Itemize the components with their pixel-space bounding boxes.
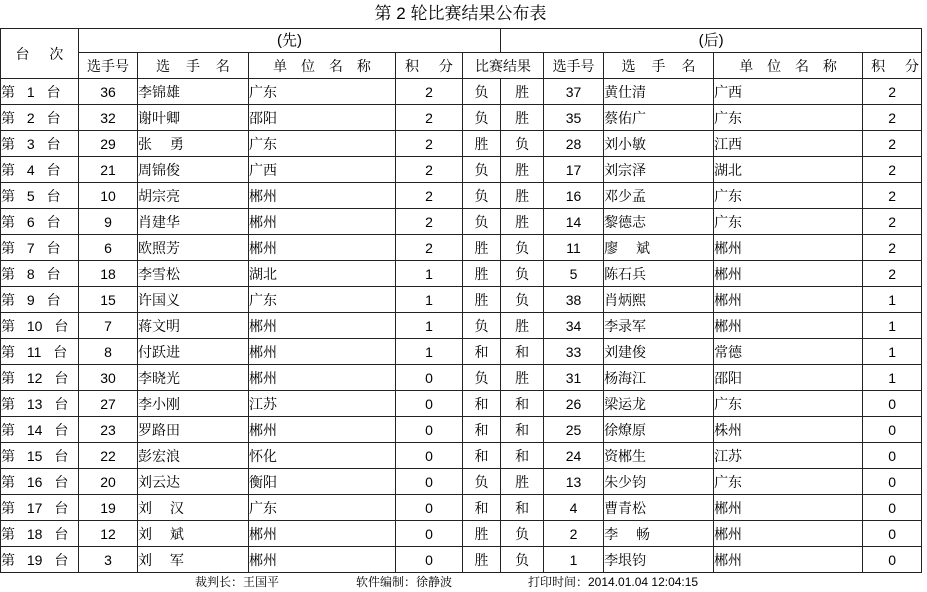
first-player-name: 欧照芳 <box>138 235 249 261</box>
first-player-unit: 郴州 <box>249 417 396 443</box>
second-player-number: 16 <box>544 183 604 209</box>
board-cell: 第 19 台 <box>1 547 79 573</box>
first-player-number: 27 <box>79 391 138 417</box>
header-row-columns <box>1 53 922 79</box>
second-player-number: 28 <box>544 131 604 157</box>
second-player-score: 0 <box>863 495 922 521</box>
first-player-number: 20 <box>79 469 138 495</box>
first-player-result: 胜 <box>463 521 501 547</box>
second-player-unit: 郴州 <box>714 287 863 313</box>
second-player-unit: 郴州 <box>714 313 863 339</box>
second-player-name: 刘小敏 <box>604 131 714 157</box>
board-cell: 第 2 台 <box>1 105 79 131</box>
second-player-score: 2 <box>863 79 922 105</box>
table-row <box>1 469 922 495</box>
first-player-name: 刘 军 <box>138 547 249 573</box>
first-player-name: 罗路田 <box>138 417 249 443</box>
second-player-result: 胜 <box>501 209 544 235</box>
board-cell: 第 14 台 <box>1 417 79 443</box>
first-player-score: 1 <box>396 287 463 313</box>
second-player-unit: 广西 <box>714 79 863 105</box>
table-row <box>1 339 922 365</box>
first-number-header: 选手号 <box>79 53 138 79</box>
first-player-name: 李小刚 <box>138 391 249 417</box>
first-player-unit: 郴州 <box>249 547 396 573</box>
board-header: 台 次 <box>1 29 79 79</box>
first-player-name: 周锦俊 <box>138 157 249 183</box>
first-player-unit: 湖北 <box>249 261 396 287</box>
second-player-result: 和 <box>501 495 544 521</box>
second-player-number: 11 <box>544 235 604 261</box>
first-player-name: 许国义 <box>138 287 249 313</box>
second-player-unit: 常德 <box>714 339 863 365</box>
header-row-sides <box>1 29 922 53</box>
first-player-score: 0 <box>396 443 463 469</box>
first-player-unit: 广东 <box>249 495 396 521</box>
table-row <box>1 131 922 157</box>
first-player-name: 谢叶卿 <box>138 105 249 131</box>
second-player-unit: 郴州 <box>714 521 863 547</box>
table-row <box>1 287 922 313</box>
first-score-header: 积 分 <box>396 53 463 79</box>
table-row <box>1 521 922 547</box>
second-player-unit: 邵阳 <box>714 365 863 391</box>
first-player-score: 2 <box>396 79 463 105</box>
first-player-unit: 郴州 <box>249 313 396 339</box>
referee-label: 裁判长：王国平 <box>195 575 280 589</box>
second-player-result: 胜 <box>501 183 544 209</box>
second-player-name: 廖 斌 <box>604 235 714 261</box>
first-player-result: 负 <box>463 365 501 391</box>
second-player-unit: 广东 <box>714 469 863 495</box>
second-player-number: 33 <box>544 339 604 365</box>
first-player-unit: 邵阳 <box>249 105 396 131</box>
second-player-score: 0 <box>863 417 922 443</box>
second-player-result: 负 <box>501 261 544 287</box>
second-player-name: 梁运龙 <box>604 391 714 417</box>
second-player-name: 徐燎原 <box>604 417 714 443</box>
first-player-unit: 广东 <box>249 131 396 157</box>
first-player-unit: 郴州 <box>249 183 396 209</box>
software-credit: 软件编制：徐静波 <box>356 575 453 589</box>
second-player-unit: 郴州 <box>714 547 863 573</box>
second-player-score: 2 <box>863 131 922 157</box>
second-player-name: 曹青松 <box>604 495 714 521</box>
second-player-result: 负 <box>501 287 544 313</box>
first-player-result: 胜 <box>463 131 501 157</box>
second-player-score: 0 <box>863 391 922 417</box>
first-player-unit: 郴州 <box>249 209 396 235</box>
first-player-unit: 郴州 <box>249 339 396 365</box>
second-player-result: 胜 <box>501 157 544 183</box>
board-cell: 第 18 台 <box>1 521 79 547</box>
second-player-score: 0 <box>863 469 922 495</box>
second-player-score: 0 <box>863 521 922 547</box>
second-player-score: 1 <box>863 287 922 313</box>
first-player-unit: 广西 <box>249 157 396 183</box>
board-cell: 第 8 台 <box>1 261 79 287</box>
second-player-score: 2 <box>863 209 922 235</box>
second-score-header: 积 分 <box>863 53 922 79</box>
second-player-number: 24 <box>544 443 604 469</box>
table-row <box>1 495 922 521</box>
first-player-result: 负 <box>463 105 501 131</box>
second-player-result: 负 <box>501 547 544 573</box>
second-player-unit: 郴州 <box>714 495 863 521</box>
first-player-unit: 广东 <box>249 79 396 105</box>
first-player-result: 负 <box>463 313 501 339</box>
second-player-number: 35 <box>544 105 604 131</box>
table-row <box>1 417 922 443</box>
second-player-score: 2 <box>863 235 922 261</box>
first-player-score: 0 <box>396 547 463 573</box>
second-player-score: 1 <box>863 339 922 365</box>
second-player-name: 蔡佑广 <box>604 105 714 131</box>
first-player-result: 负 <box>463 79 501 105</box>
second-player-number: 2 <box>544 521 604 547</box>
first-player-number: 22 <box>79 443 138 469</box>
first-player-number: 19 <box>79 495 138 521</box>
second-player-number: 31 <box>544 365 604 391</box>
second-player-name: 李垠钧 <box>604 547 714 573</box>
second-player-name: 刘建俊 <box>604 339 714 365</box>
second-player-result: 负 <box>501 235 544 261</box>
first-player-result: 胜 <box>463 547 501 573</box>
first-player-result: 和 <box>463 495 501 521</box>
first-player-name: 刘 汉 <box>138 495 249 521</box>
second-player-score: 2 <box>863 183 922 209</box>
second-player-result: 胜 <box>501 313 544 339</box>
second-player-name: 李录军 <box>604 313 714 339</box>
second-player-number: 26 <box>544 391 604 417</box>
second-player-result: 和 <box>501 391 544 417</box>
first-player-score: 0 <box>396 391 463 417</box>
page-title: 第 2 轮比赛结果公布表 <box>374 4 547 23</box>
second-player-number: 25 <box>544 417 604 443</box>
second-player-result: 和 <box>501 339 544 365</box>
board-cell: 第 1 台 <box>1 79 79 105</box>
table-row <box>1 313 922 339</box>
board-cell: 第 10 台 <box>1 313 79 339</box>
first-player-number: 36 <box>79 79 138 105</box>
second-unit-header: 单 位 名 称 <box>714 53 863 79</box>
first-player-name: 付跃进 <box>138 339 249 365</box>
second-player-unit: 江苏 <box>714 443 863 469</box>
board-cell: 第 6 台 <box>1 209 79 235</box>
first-player-name: 张 勇 <box>138 131 249 157</box>
board-cell: 第 15 台 <box>1 443 79 469</box>
second-player-result: 和 <box>501 417 544 443</box>
first-player-result: 负 <box>463 209 501 235</box>
board-cell: 第 4 台 <box>1 157 79 183</box>
second-player-unit: 广东 <box>714 183 863 209</box>
second-player-name: 杨海江 <box>604 365 714 391</box>
first-player-score: 1 <box>396 313 463 339</box>
first-player-number: 8 <box>79 339 138 365</box>
table-row <box>1 547 922 573</box>
first-player-number: 32 <box>79 105 138 131</box>
first-side-header: (先) <box>79 29 501 53</box>
board-cell: 第 13 台 <box>1 391 79 417</box>
second-player-number: 5 <box>544 261 604 287</box>
first-player-unit: 衡阳 <box>249 469 396 495</box>
second-player-score: 1 <box>863 313 922 339</box>
table-body <box>1 79 922 573</box>
second-player-number: 34 <box>544 313 604 339</box>
second-player-result: 胜 <box>501 365 544 391</box>
second-player-number: 1 <box>544 547 604 573</box>
table-row <box>1 261 922 287</box>
first-player-number: 21 <box>79 157 138 183</box>
board-cell: 第 3 台 <box>1 131 79 157</box>
first-player-score: 2 <box>396 157 463 183</box>
second-player-number: 4 <box>544 495 604 521</box>
first-player-number: 30 <box>79 365 138 391</box>
second-player-name: 资郴生 <box>604 443 714 469</box>
board-cell: 第 7 台 <box>1 235 79 261</box>
second-player-name: 李 畅 <box>604 521 714 547</box>
first-player-number: 18 <box>79 261 138 287</box>
second-player-result: 和 <box>501 443 544 469</box>
first-player-score: 1 <box>396 339 463 365</box>
first-unit-header: 单 位 名 称 <box>249 53 396 79</box>
results-table <box>0 28 927 573</box>
footer <box>0 572 921 592</box>
first-player-unit: 怀化 <box>249 443 396 469</box>
first-player-result: 负 <box>463 469 501 495</box>
first-player-number: 9 <box>79 209 138 235</box>
first-player-score: 0 <box>396 495 463 521</box>
first-player-score: 0 <box>396 365 463 391</box>
first-player-result: 胜 <box>463 261 501 287</box>
second-player-unit: 广东 <box>714 209 863 235</box>
first-player-name: 刘云达 <box>138 469 249 495</box>
board-cell: 第 17 台 <box>1 495 79 521</box>
first-player-result: 和 <box>463 443 501 469</box>
second-player-name: 朱少钧 <box>604 469 714 495</box>
second-player-score: 0 <box>863 547 922 573</box>
second-player-score: 2 <box>863 105 922 131</box>
table-row <box>1 183 922 209</box>
first-player-result: 负 <box>463 183 501 209</box>
first-player-unit: 江苏 <box>249 391 396 417</box>
second-player-name: 陈石兵 <box>604 261 714 287</box>
first-player-name: 肖建华 <box>138 209 249 235</box>
first-player-number: 10 <box>79 183 138 209</box>
first-player-result: 和 <box>463 339 501 365</box>
second-player-result: 胜 <box>501 469 544 495</box>
first-player-name: 李晓光 <box>138 365 249 391</box>
second-player-unit: 广东 <box>714 391 863 417</box>
first-player-unit: 郴州 <box>249 235 396 261</box>
table-row <box>1 79 922 105</box>
second-player-result: 负 <box>501 521 544 547</box>
second-player-name: 邓少孟 <box>604 183 714 209</box>
first-player-unit: 郴州 <box>249 521 396 547</box>
first-player-name: 蒋文明 <box>138 313 249 339</box>
second-player-unit: 湖北 <box>714 157 863 183</box>
table-row <box>1 209 922 235</box>
second-player-score: 1 <box>863 365 922 391</box>
second-player-score: 2 <box>863 157 922 183</box>
second-player-number: 13 <box>544 469 604 495</box>
second-player-score: 2 <box>863 261 922 287</box>
second-player-score: 0 <box>863 443 922 469</box>
first-player-score: 2 <box>396 209 463 235</box>
first-player-score: 0 <box>396 469 463 495</box>
second-player-name: 肖炳熙 <box>604 287 714 313</box>
second-player-name: 黄仕清 <box>604 79 714 105</box>
first-player-result: 胜 <box>463 235 501 261</box>
first-player-score: 0 <box>396 521 463 547</box>
table-header <box>1 29 927 79</box>
first-player-unit: 郴州 <box>249 365 396 391</box>
second-side-header: (后) <box>501 29 922 53</box>
second-player-unit: 郴州 <box>714 235 863 261</box>
first-player-score: 0 <box>396 417 463 443</box>
first-player-score: 2 <box>396 105 463 131</box>
board-cell: 第 12 台 <box>1 365 79 391</box>
second-player-result: 胜 <box>501 79 544 105</box>
table-row <box>1 365 922 391</box>
result-header: 比赛结果 <box>463 53 544 79</box>
first-player-number: 7 <box>79 313 138 339</box>
first-player-unit: 广东 <box>249 287 396 313</box>
first-player-result: 胜 <box>463 287 501 313</box>
table-row <box>1 157 922 183</box>
table-row <box>1 391 922 417</box>
second-name-header: 选 手 名 <box>604 53 714 79</box>
first-player-score: 2 <box>396 235 463 261</box>
second-player-number: 37 <box>544 79 604 105</box>
second-player-number: 17 <box>544 157 604 183</box>
first-player-name: 胡宗亮 <box>138 183 249 209</box>
first-player-name: 李雪松 <box>138 261 249 287</box>
first-player-result: 和 <box>463 391 501 417</box>
first-player-name: 彭宏浪 <box>138 443 249 469</box>
table-row <box>1 443 922 469</box>
first-player-name: 刘 斌 <box>138 521 249 547</box>
first-player-name: 李锦雄 <box>138 79 249 105</box>
first-player-result: 和 <box>463 417 501 443</box>
first-player-number: 3 <box>79 547 138 573</box>
first-player-score: 2 <box>396 131 463 157</box>
first-player-number: 15 <box>79 287 138 313</box>
first-player-number: 29 <box>79 131 138 157</box>
board-cell: 第 11 台 <box>1 339 79 365</box>
second-player-unit: 江西 <box>714 131 863 157</box>
second-player-result: 负 <box>501 131 544 157</box>
table-row <box>1 235 922 261</box>
first-player-number: 23 <box>79 417 138 443</box>
second-player-unit: 株州 <box>714 417 863 443</box>
board-cell: 第 16 台 <box>1 469 79 495</box>
second-player-unit: 广东 <box>714 105 863 131</box>
second-number-header: 选手号 <box>544 53 604 79</box>
print-time: 打印时间：2014.01.04 12:04:15 <box>528 575 699 589</box>
first-name-header: 选 手 名 <box>138 53 249 79</box>
second-player-number: 38 <box>544 287 604 313</box>
second-player-number: 14 <box>544 209 604 235</box>
first-player-number: 12 <box>79 521 138 547</box>
second-player-name: 黎德志 <box>604 209 714 235</box>
first-player-number: 6 <box>79 235 138 261</box>
first-player-result: 负 <box>463 157 501 183</box>
table-row <box>1 105 922 131</box>
first-player-score: 2 <box>396 183 463 209</box>
second-player-name: 刘宗泽 <box>604 157 714 183</box>
board-cell: 第 9 台 <box>1 287 79 313</box>
first-player-score: 1 <box>396 261 463 287</box>
second-player-result: 胜 <box>501 105 544 131</box>
board-cell: 第 5 台 <box>1 183 79 209</box>
second-player-unit: 郴州 <box>714 261 863 287</box>
